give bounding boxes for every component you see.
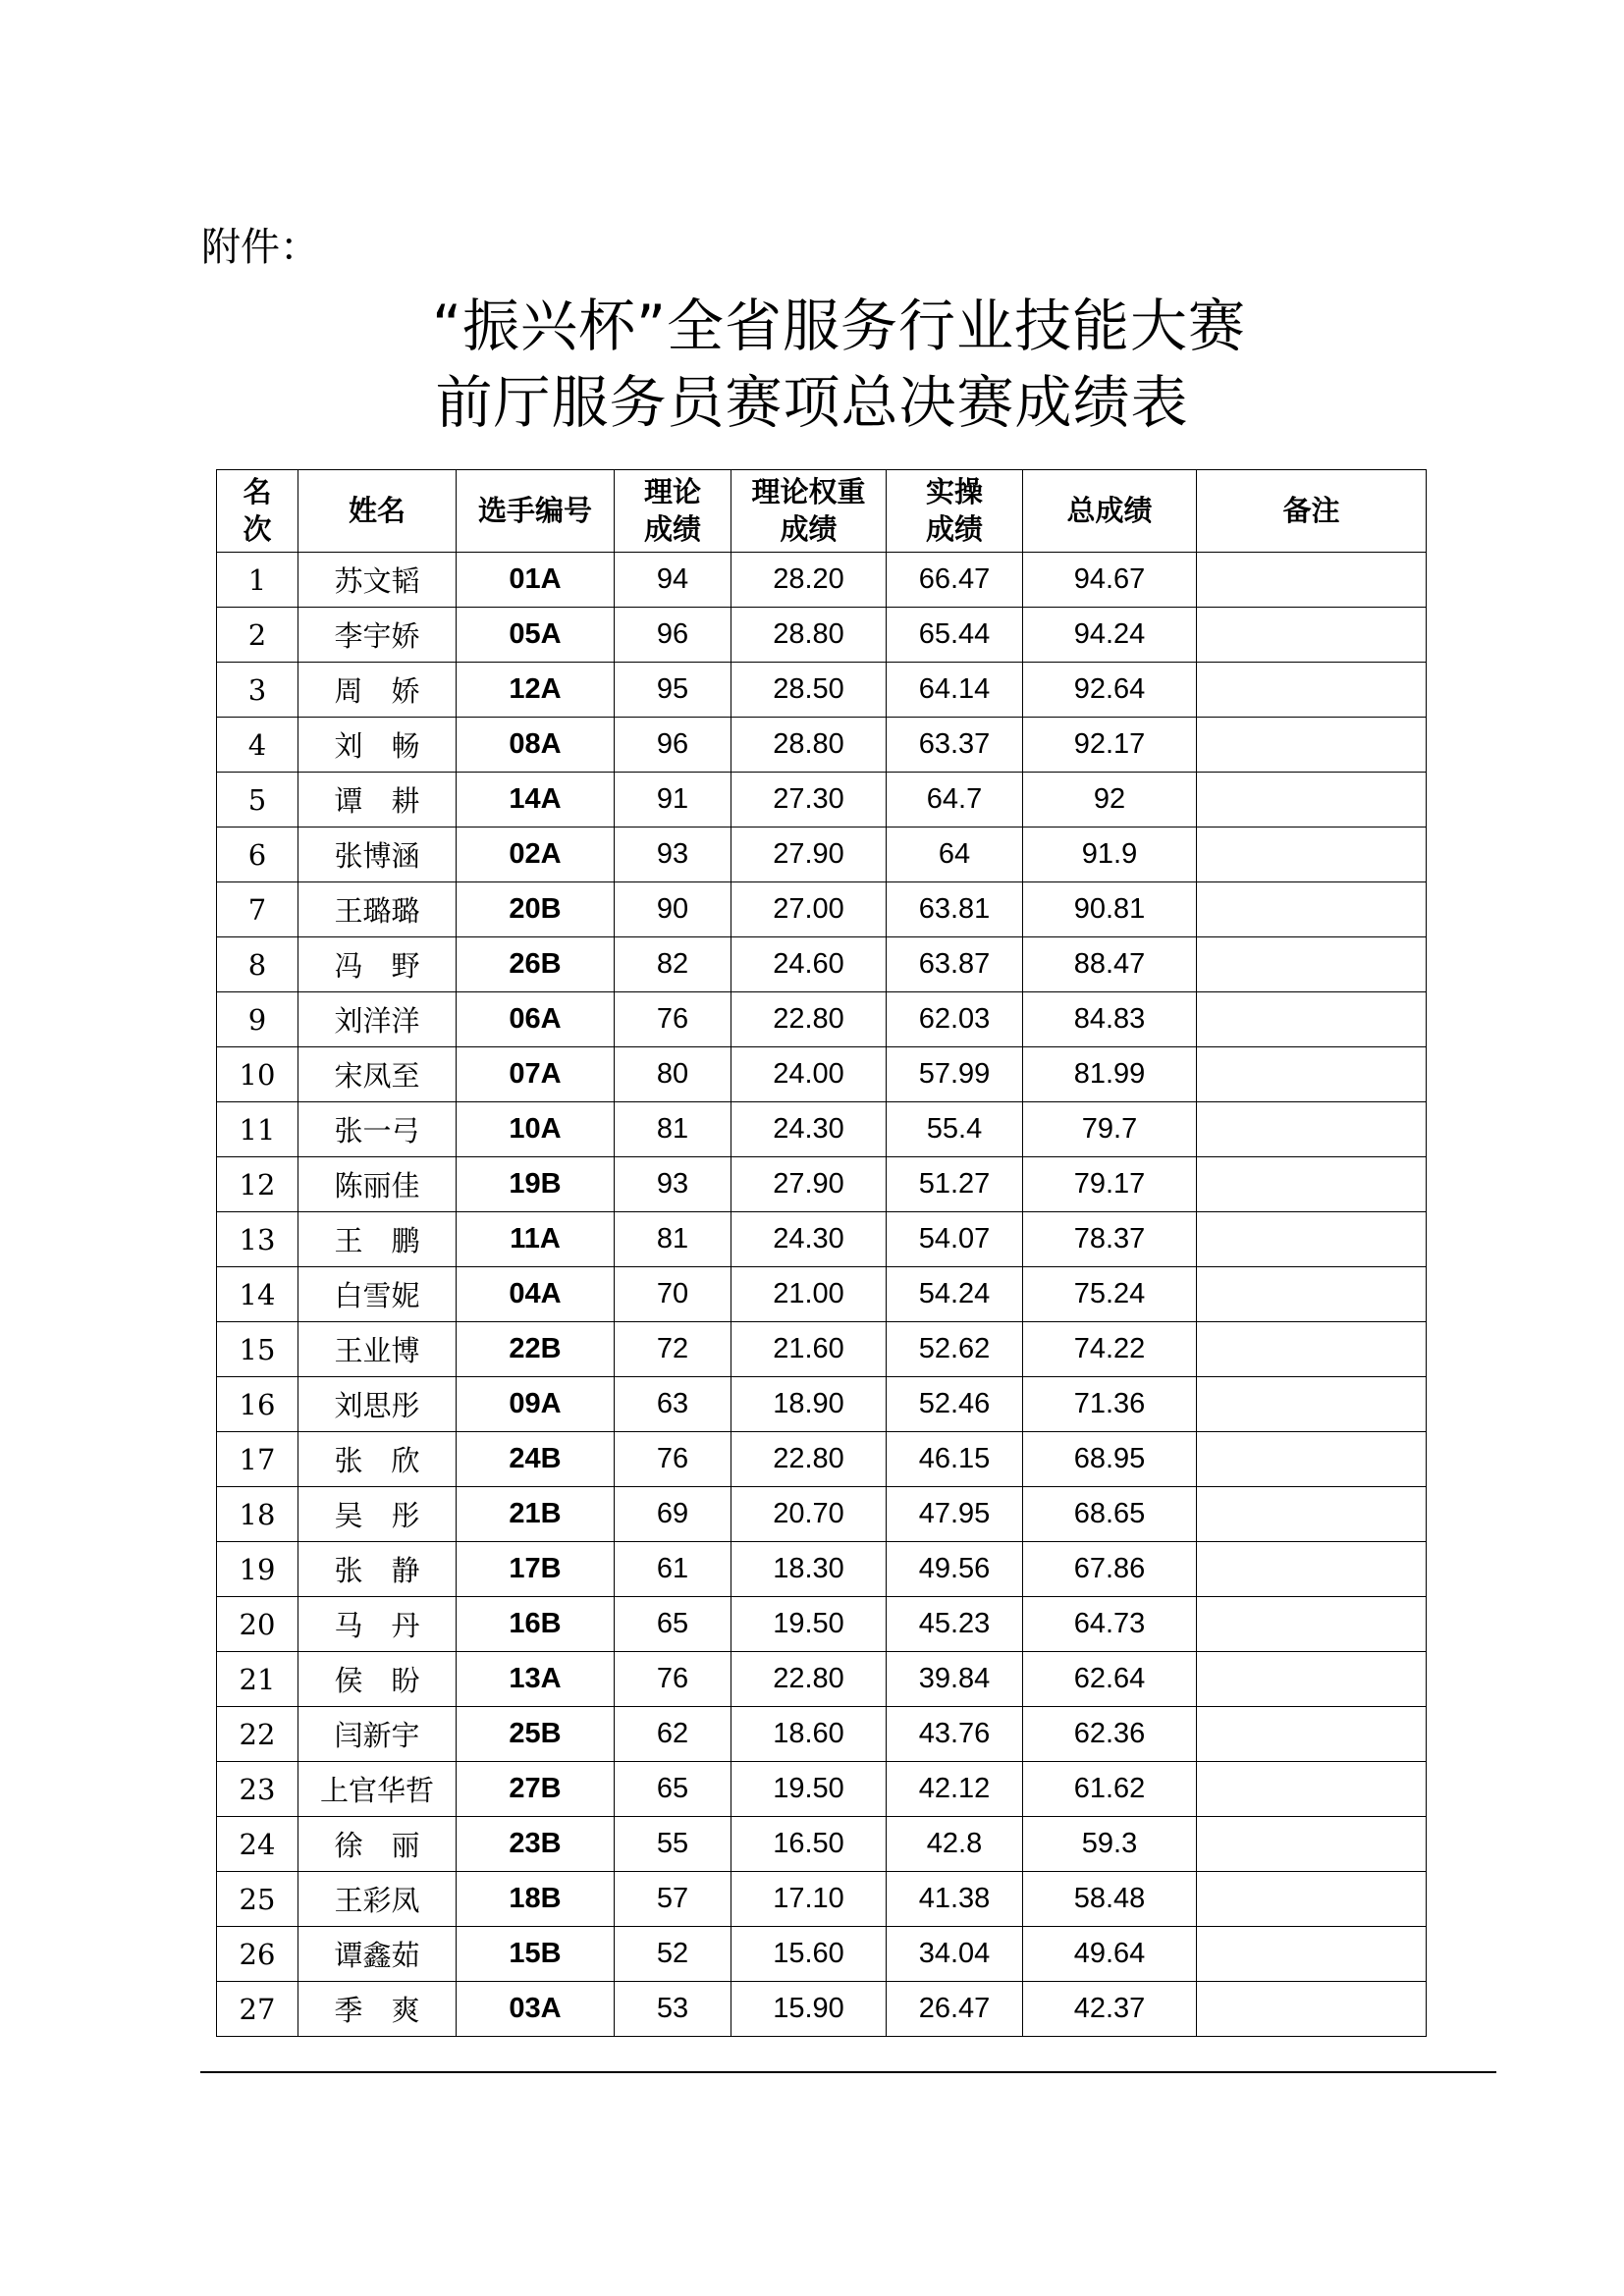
cell-total: 68.95 [1023, 1432, 1197, 1487]
cell-theory-weighted: 18.60 [731, 1707, 887, 1762]
page-bottom-rule [200, 2071, 1496, 2073]
cell-total: 59.3 [1023, 1817, 1197, 1872]
cell-total: 61.62 [1023, 1762, 1197, 1817]
cell-rank: 11 [217, 1102, 298, 1157]
cell-theory: 82 [615, 937, 731, 992]
cell-theory-weighted: 27.30 [731, 773, 887, 828]
cell-name: 宋凤至 [298, 1047, 457, 1102]
cell-total: 67.86 [1023, 1542, 1197, 1597]
cell-player-id: 25B [457, 1707, 615, 1762]
cell-rank: 17 [217, 1432, 298, 1487]
cell-practical: 52.46 [887, 1377, 1023, 1432]
cell-practical: 63.81 [887, 882, 1023, 937]
cell-theory: 96 [615, 608, 731, 663]
cell-total: 64.73 [1023, 1597, 1197, 1652]
cell-rank: 24 [217, 1817, 298, 1872]
cell-name: 张 静 [298, 1542, 457, 1597]
cell-remarks [1197, 828, 1427, 882]
table-row [217, 1707, 1427, 1762]
cell-name: 马 丹 [298, 1597, 457, 1652]
cell-player-id: 03A [457, 1982, 615, 2037]
cell-total: 84.83 [1023, 992, 1197, 1047]
table-row [217, 1157, 1427, 1212]
cell-theory: 81 [615, 1212, 731, 1267]
cell-remarks [1197, 1597, 1427, 1652]
cell-theory: 76 [615, 1652, 731, 1707]
header-theory-line1: 理论 [643, 474, 701, 508]
cell-theory-weighted: 16.50 [731, 1817, 887, 1872]
cell-practical: 63.87 [887, 937, 1023, 992]
cell-name: 李宇娇 [298, 608, 457, 663]
cell-practical: 65.44 [887, 608, 1023, 663]
cell-player-id: 16B [457, 1597, 615, 1652]
cell-theory: 93 [615, 1157, 731, 1212]
cell-theory-weighted: 18.30 [731, 1542, 887, 1597]
cell-remarks [1197, 1707, 1427, 1762]
cell-theory: 65 [615, 1762, 731, 1817]
cell-name: 刘洋洋 [298, 992, 457, 1047]
cell-total: 78.37 [1023, 1212, 1197, 1267]
cell-player-id: 21B [457, 1487, 615, 1542]
table-row [217, 828, 1427, 882]
cell-practical: 64 [887, 828, 1023, 882]
cell-theory-weighted: 19.50 [731, 1597, 887, 1652]
cell-practical: 54.24 [887, 1267, 1023, 1322]
attachment-label: 附件： [201, 225, 319, 270]
cell-total: 49.64 [1023, 1927, 1197, 1982]
table-row [217, 718, 1427, 773]
cell-theory: 72 [615, 1322, 731, 1377]
cell-remarks [1197, 1542, 1427, 1597]
table-row [217, 1432, 1427, 1487]
cell-rank: 16 [217, 1377, 298, 1432]
cell-name: 张 欣 [298, 1432, 457, 1487]
header-theory-weighted [731, 470, 887, 553]
cell-remarks [1197, 1762, 1427, 1817]
cell-remarks [1197, 718, 1427, 773]
document-subtitle: 前厅服务员赛项总决赛成绩表 [435, 369, 1189, 436]
cell-player-id: 08A [457, 718, 615, 773]
cell-practical: 51.27 [887, 1157, 1023, 1212]
cell-theory-weighted: 27.90 [731, 1157, 887, 1212]
cell-rank: 5 [217, 773, 298, 828]
cell-name: 上官华哲 [298, 1762, 457, 1817]
cell-player-id: 26B [457, 937, 615, 992]
header-practical-line1: 实操 [925, 474, 983, 508]
cell-total: 58.48 [1023, 1872, 1197, 1927]
header-rank-line1: 名 [243, 474, 272, 508]
cell-remarks [1197, 1982, 1427, 2037]
table-row [217, 1652, 1427, 1707]
cell-theory-weighted: 22.80 [731, 992, 887, 1047]
cell-theory: 80 [615, 1047, 731, 1102]
cell-rank: 4 [217, 718, 298, 773]
cell-theory-weighted: 28.20 [731, 553, 887, 608]
results-table [216, 469, 1427, 2037]
cell-name: 吴 彤 [298, 1487, 457, 1542]
cell-rank: 9 [217, 992, 298, 1047]
table-row [217, 1762, 1427, 1817]
cell-rank: 13 [217, 1212, 298, 1267]
cell-name: 王业博 [298, 1322, 457, 1377]
cell-theory-weighted: 24.60 [731, 937, 887, 992]
cell-player-id: 12A [457, 663, 615, 718]
cell-rank: 19 [217, 1542, 298, 1597]
cell-name: 张博涵 [298, 828, 457, 882]
cell-remarks [1197, 608, 1427, 663]
cell-rank: 7 [217, 882, 298, 937]
cell-theory: 65 [615, 1597, 731, 1652]
cell-rank: 12 [217, 1157, 298, 1212]
cell-theory-weighted: 18.90 [731, 1377, 887, 1432]
cell-name: 白雪妮 [298, 1267, 457, 1322]
header-weighted-line1: 理论权重 [751, 474, 866, 508]
cell-rank: 20 [217, 1597, 298, 1652]
table-row [217, 1927, 1427, 1982]
table-row [217, 937, 1427, 992]
table-row [217, 1817, 1427, 1872]
cell-total: 91.9 [1023, 828, 1197, 882]
cell-theory: 81 [615, 1102, 731, 1157]
cell-player-id: 06A [457, 992, 615, 1047]
cell-total: 92.64 [1023, 663, 1197, 718]
cell-theory: 53 [615, 1982, 731, 2037]
cell-practical: 39.84 [887, 1652, 1023, 1707]
cell-theory: 76 [615, 992, 731, 1047]
cell-rank: 15 [217, 1322, 298, 1377]
cell-theory-weighted: 22.80 [731, 1432, 887, 1487]
cell-theory-weighted: 21.00 [731, 1267, 887, 1322]
cell-theory: 93 [615, 828, 731, 882]
header-rank-line2: 次 [243, 511, 272, 546]
cell-theory: 55 [615, 1817, 731, 1872]
cell-rank: 25 [217, 1872, 298, 1927]
cell-theory: 96 [615, 718, 731, 773]
cell-player-id: 13A [457, 1652, 615, 1707]
table-row [217, 1872, 1427, 1927]
header-practical [887, 470, 1023, 553]
cell-name: 闫新宇 [298, 1707, 457, 1762]
cell-player-id: 09A [457, 1377, 615, 1432]
cell-remarks [1197, 1487, 1427, 1542]
cell-rank: 3 [217, 663, 298, 718]
cell-theory: 91 [615, 773, 731, 828]
cell-practical: 47.95 [887, 1487, 1023, 1542]
cell-rank: 22 [217, 1707, 298, 1762]
cell-player-id: 04A [457, 1267, 615, 1322]
cell-rank: 14 [217, 1267, 298, 1322]
cell-player-id: 11A [457, 1212, 615, 1267]
cell-remarks [1197, 1927, 1427, 1982]
cell-name: 刘思彤 [298, 1377, 457, 1432]
cell-practical: 62.03 [887, 992, 1023, 1047]
cell-theory-weighted: 17.10 [731, 1872, 887, 1927]
table-header-row [217, 470, 1427, 553]
cell-player-id: 23B [457, 1817, 615, 1872]
cell-theory: 95 [615, 663, 731, 718]
cell-total: 62.64 [1023, 1652, 1197, 1707]
cell-player-id: 18B [457, 1872, 615, 1927]
cell-total: 94.67 [1023, 553, 1197, 608]
cell-name: 张一弓 [298, 1102, 457, 1157]
cell-theory-weighted: 28.80 [731, 608, 887, 663]
cell-player-id: 02A [457, 828, 615, 882]
table-row [217, 608, 1427, 663]
cell-theory: 69 [615, 1487, 731, 1542]
header-rank [217, 470, 298, 553]
cell-total: 79.7 [1023, 1102, 1197, 1157]
cell-rank: 18 [217, 1487, 298, 1542]
cell-rank: 10 [217, 1047, 298, 1102]
cell-player-id: 22B [457, 1322, 615, 1377]
cell-player-id: 19B [457, 1157, 615, 1212]
table-body [217, 553, 1427, 2037]
cell-practical: 64.14 [887, 663, 1023, 718]
cell-remarks [1197, 882, 1427, 937]
table-row [217, 773, 1427, 828]
cell-remarks [1197, 1047, 1427, 1102]
cell-player-id: 20B [457, 882, 615, 937]
cell-name: 王彩凤 [298, 1872, 457, 1927]
cell-practical: 64.7 [887, 773, 1023, 828]
header-name: 姓名 [298, 470, 457, 553]
cell-remarks [1197, 1377, 1427, 1432]
cell-theory: 52 [615, 1927, 731, 1982]
cell-name: 季 爽 [298, 1982, 457, 2037]
cell-rank: 2 [217, 608, 298, 663]
table-row [217, 882, 1427, 937]
cell-total: 81.99 [1023, 1047, 1197, 1102]
cell-total: 92 [1023, 773, 1197, 828]
cell-theory-weighted: 24.30 [731, 1212, 887, 1267]
cell-theory-weighted: 15.90 [731, 1982, 887, 2037]
cell-total: 74.22 [1023, 1322, 1197, 1377]
cell-practical: 41.38 [887, 1872, 1023, 1927]
cell-player-id: 27B [457, 1762, 615, 1817]
cell-remarks [1197, 1872, 1427, 1927]
table-row [217, 1487, 1427, 1542]
cell-remarks [1197, 1322, 1427, 1377]
table-row [217, 1322, 1427, 1377]
cell-remarks [1197, 1212, 1427, 1267]
cell-total: 88.47 [1023, 937, 1197, 992]
cell-theory: 62 [615, 1707, 731, 1762]
cell-rank: 8 [217, 937, 298, 992]
cell-practical: 49.56 [887, 1542, 1023, 1597]
document-title: “振兴杯”全省服务行业技能大赛 [431, 293, 1247, 359]
cell-theory: 90 [615, 882, 731, 937]
cell-theory: 94 [615, 553, 731, 608]
cell-total: 68.65 [1023, 1487, 1197, 1542]
cell-total: 94.24 [1023, 608, 1197, 663]
cell-player-id: 10A [457, 1102, 615, 1157]
header-player-id: 选手编号 [457, 470, 615, 553]
cell-rank: 27 [217, 1982, 298, 2037]
cell-name: 苏文韬 [298, 553, 457, 608]
cell-practical: 42.12 [887, 1762, 1023, 1817]
table-row [217, 1982, 1427, 2037]
cell-player-id: 05A [457, 608, 615, 663]
cell-player-id: 24B [457, 1432, 615, 1487]
cell-total: 42.37 [1023, 1982, 1197, 2037]
cell-practical: 57.99 [887, 1047, 1023, 1102]
cell-remarks [1197, 937, 1427, 992]
cell-practical: 66.47 [887, 553, 1023, 608]
cell-practical: 45.23 [887, 1597, 1023, 1652]
cell-name: 王 鹏 [298, 1212, 457, 1267]
cell-theory-weighted: 20.70 [731, 1487, 887, 1542]
cell-practical: 34.04 [887, 1927, 1023, 1982]
cell-remarks [1197, 1102, 1427, 1157]
cell-theory-weighted: 28.80 [731, 718, 887, 773]
cell-theory: 57 [615, 1872, 731, 1927]
cell-theory-weighted: 28.50 [731, 663, 887, 718]
cell-total: 79.17 [1023, 1157, 1197, 1212]
header-theory [615, 470, 731, 553]
table-row [217, 992, 1427, 1047]
cell-practical: 43.76 [887, 1707, 1023, 1762]
cell-name: 周 娇 [298, 663, 457, 718]
table-row [217, 1212, 1427, 1267]
cell-name: 刘 畅 [298, 718, 457, 773]
cell-player-id: 07A [457, 1047, 615, 1102]
cell-remarks [1197, 663, 1427, 718]
table-row [217, 663, 1427, 718]
table-row [217, 1267, 1427, 1322]
cell-theory: 76 [615, 1432, 731, 1487]
cell-name: 侯 盼 [298, 1652, 457, 1707]
header-remarks: 备注 [1197, 470, 1427, 553]
cell-theory-weighted: 24.00 [731, 1047, 887, 1102]
cell-name: 陈丽佳 [298, 1157, 457, 1212]
cell-theory-weighted: 19.50 [731, 1762, 887, 1817]
cell-player-id: 14A [457, 773, 615, 828]
cell-player-id: 01A [457, 553, 615, 608]
header-weighted-line2: 成绩 [780, 511, 838, 546]
cell-total: 75.24 [1023, 1267, 1197, 1322]
cell-rank: 6 [217, 828, 298, 882]
cell-theory-weighted: 21.60 [731, 1322, 887, 1377]
cell-name: 王璐璐 [298, 882, 457, 937]
cell-theory-weighted: 24.30 [731, 1102, 887, 1157]
cell-theory-weighted: 15.60 [731, 1927, 887, 1982]
cell-player-id: 17B [457, 1542, 615, 1597]
cell-theory: 61 [615, 1542, 731, 1597]
cell-remarks [1197, 1817, 1427, 1872]
header-total: 总成绩 [1023, 470, 1197, 553]
cell-remarks [1197, 1652, 1427, 1707]
cell-theory-weighted: 22.80 [731, 1652, 887, 1707]
cell-remarks [1197, 1267, 1427, 1322]
cell-remarks [1197, 773, 1427, 828]
cell-practical: 26.47 [887, 1982, 1023, 2037]
cell-practical: 52.62 [887, 1322, 1023, 1377]
cell-rank: 1 [217, 553, 298, 608]
cell-remarks [1197, 553, 1427, 608]
cell-remarks [1197, 1432, 1427, 1487]
cell-theory-weighted: 27.90 [731, 828, 887, 882]
cell-name: 徐 丽 [298, 1817, 457, 1872]
table-row [217, 1597, 1427, 1652]
cell-theory-weighted: 27.00 [731, 882, 887, 937]
cell-practical: 63.37 [887, 718, 1023, 773]
cell-rank: 21 [217, 1652, 298, 1707]
table-row [217, 1102, 1427, 1157]
cell-rank: 23 [217, 1762, 298, 1817]
header-practical-line2: 成绩 [925, 511, 983, 546]
cell-remarks [1197, 992, 1427, 1047]
cell-rank: 26 [217, 1927, 298, 1982]
cell-total: 71.36 [1023, 1377, 1197, 1432]
table-row [217, 553, 1427, 608]
cell-theory: 63 [615, 1377, 731, 1432]
cell-theory: 70 [615, 1267, 731, 1322]
table-row [217, 1047, 1427, 1102]
cell-practical: 42.8 [887, 1817, 1023, 1872]
cell-player-id: 15B [457, 1927, 615, 1982]
cell-practical: 54.07 [887, 1212, 1023, 1267]
cell-name: 谭鑫茹 [298, 1927, 457, 1982]
cell-total: 90.81 [1023, 882, 1197, 937]
table-row [217, 1542, 1427, 1597]
cell-practical: 55.4 [887, 1102, 1023, 1157]
cell-total: 62.36 [1023, 1707, 1197, 1762]
cell-name: 冯 野 [298, 937, 457, 992]
header-theory-line2: 成绩 [643, 511, 701, 546]
cell-remarks [1197, 1157, 1427, 1212]
cell-name: 谭 耕 [298, 773, 457, 828]
cell-practical: 46.15 [887, 1432, 1023, 1487]
cell-total: 92.17 [1023, 718, 1197, 773]
table-row [217, 1377, 1427, 1432]
